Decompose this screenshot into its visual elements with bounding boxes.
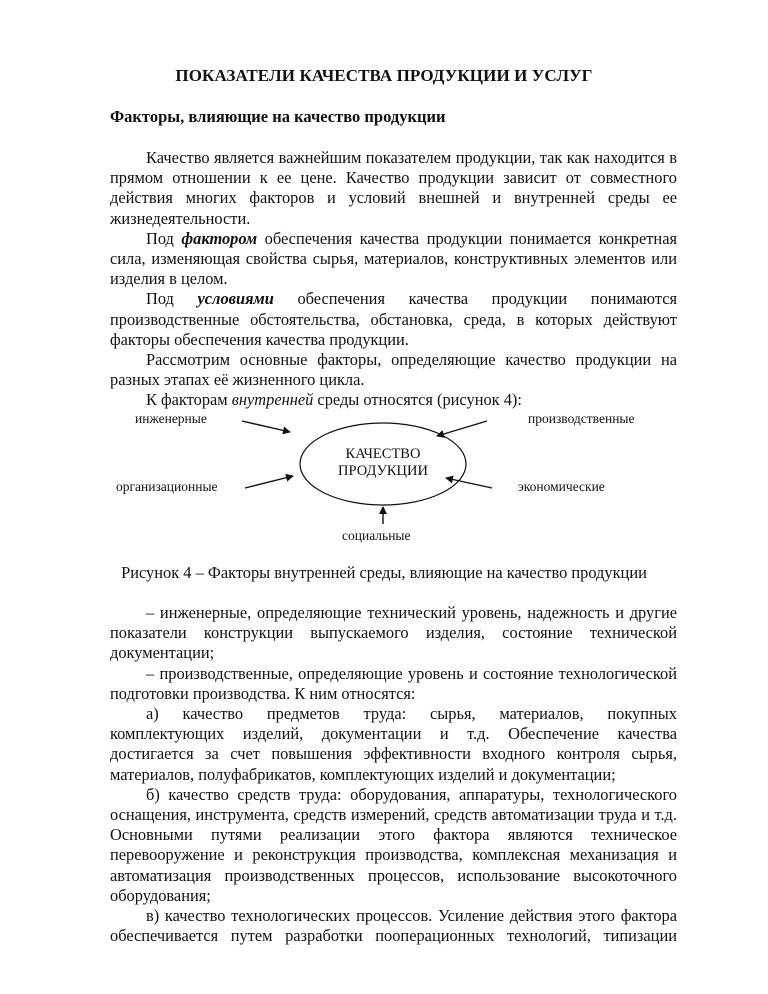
list-subitem-c: в) качество технологических процессов. Усиление действия этого фактора обеспечивается путем разработки пооперационных технологий, типизации xyxy=(110,906,677,946)
paragraph-quality-importance: Качество является важнейшим показателем продукции, так как находится в прямом отношении к ее цене. Качество продукции зависит от совместного действия многих факторов и условий внешней и внутренней среды ее жизнедеятельности. xyxy=(110,148,677,228)
list-subitem-a: а) качество предметов труда: сырья, материалов, покупных комплектующих изделий, документации и т.д. Обеспечение качества достигается за счет повышения эффективности входного контроля сырья, материалов, полуфабрикатов, комплектующих изделий и документации; xyxy=(110,704,677,784)
diagram-center-label: КАЧЕСТВО ПРОДУКЦИИ xyxy=(338,446,428,479)
figure-caption: Рисунок 4 – Факторы внутренней среды, влияющие на качество продукции xyxy=(121,563,647,582)
arrow-production xyxy=(437,421,487,436)
page-title: ПОКАЗАТЕЛИ КАЧЕСТВА ПРОДУКЦИИ И УСЛУГ xyxy=(175,66,593,85)
factor-engineering: инженерные xyxy=(135,411,207,426)
factors-diagram xyxy=(110,405,677,550)
emphasis-conditions: условиями xyxy=(197,289,274,309)
paragraph-conditions-definition: Под условиями обеспечения качества продукции понимаются производственные обстоятельства, обстановка, среда, в которых действуют факторы обеспечения качества продукции. xyxy=(110,289,678,349)
paragraph-internal-factors: К факторам внутренней среды относятся (рисунок 4): xyxy=(146,390,522,410)
factor-social: социальные xyxy=(342,528,411,543)
arrow-organizational xyxy=(245,476,293,488)
list-subitem-b: б) качество средств труда: оборудования, аппаратуры, технологического оснащения, инструмента, средств измерений, средств автоматизации труда и т.д. Основными путями реализации этого фактора являются техническое перевооружение и реконструкция производства, комплексная механизация и автоматизация производственных процессов, использование высокоточного оборудования; xyxy=(110,784,677,905)
paragraph-factor-definition: Под фактором обеспечения качества продукции понимается конкретная сила, изменяющая свойства сырья, материалов, конструктивных элементов или изделия в целом. xyxy=(110,228,678,289)
emphasis-internal: внутренней xyxy=(231,390,314,410)
factor-economic: экономические xyxy=(518,479,605,494)
paragraph-consider-factors: Рассмотрим основные факторы, определяющие качество продукции на разных этапах её жизненного цикла. xyxy=(110,350,677,390)
arrow-engineering xyxy=(242,421,290,432)
list-item-engineering: – инженерные, определяющие технический уровень, надежность и другие показатели конструкции выпускаемого изделия, состояние технической документации; xyxy=(110,603,677,663)
intro-text xyxy=(110,148,677,411)
section-heading: Факторы, влияющие на качество продукции xyxy=(110,107,446,126)
factor-organizational: организационные xyxy=(116,479,218,494)
factors-list xyxy=(110,603,677,946)
emphasis-factor: фактором xyxy=(181,228,258,248)
factor-production: производственные xyxy=(528,411,635,426)
list-item-production: – производственные, определяющие уровень и состояние технологической подготовки производства. К ним относятся: xyxy=(110,663,677,703)
